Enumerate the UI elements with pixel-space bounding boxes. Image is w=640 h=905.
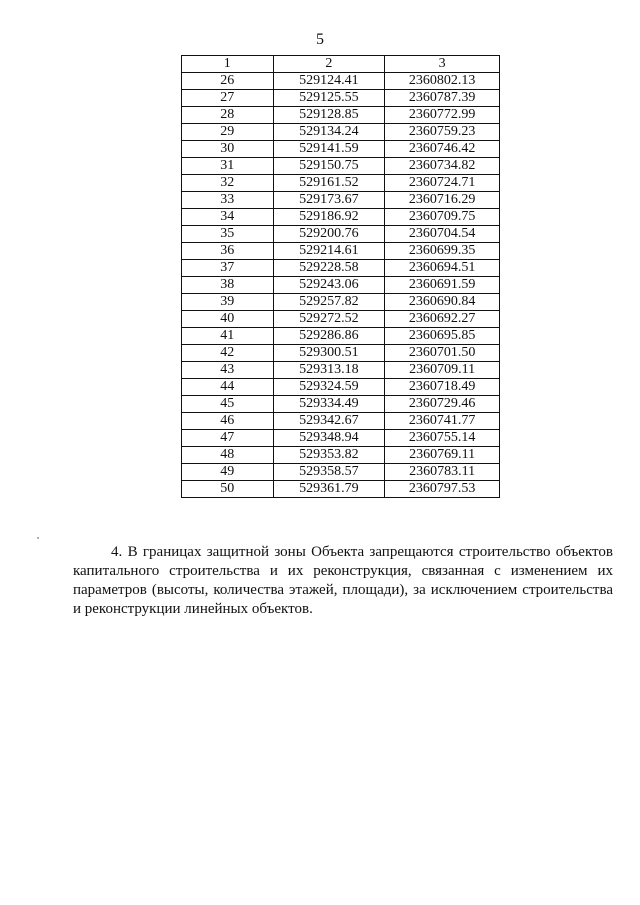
point-number-cell: 49 [182,464,274,481]
y-coordinate-cell: 2360692.27 [385,311,500,328]
x-coordinate-cell: 529361.79 [273,481,385,498]
x-coordinate-cell: 529348.94 [273,430,385,447]
y-coordinate-cell: 2360729.46 [385,396,500,413]
table-row [182,481,500,498]
table-row [182,243,500,260]
point-number-cell: 42 [182,345,274,362]
y-coordinate-cell: 2360741.77 [385,413,500,430]
scan-speck [37,537,39,539]
y-coordinate-cell: 2360704.54 [385,226,500,243]
table-header-row [182,56,500,73]
x-coordinate-cell: 529128.85 [273,107,385,124]
table-row [182,294,500,311]
x-coordinate-cell: 529186.92 [273,209,385,226]
x-coordinate-cell: 529214.61 [273,243,385,260]
x-coordinate-cell: 529300.51 [273,345,385,362]
point-number-cell: 34 [182,209,274,226]
table-row [182,158,500,175]
point-number-cell: 40 [182,311,274,328]
table-row [182,345,500,362]
point-number-cell: 33 [182,192,274,209]
table-row [182,260,500,277]
y-coordinate-cell: 2360759.23 [385,124,500,141]
table-row [182,107,500,124]
point-number-cell: 47 [182,430,274,447]
y-coordinate-cell: 2360691.59 [385,277,500,294]
column-header: 3 [385,56,500,73]
table-row [182,328,500,345]
table-row [182,311,500,328]
point-number-cell: 39 [182,294,274,311]
table-row [182,379,500,396]
x-coordinate-cell: 529200.76 [273,226,385,243]
point-number-cell: 31 [182,158,274,175]
point-number-cell: 30 [182,141,274,158]
point-number-cell: 36 [182,243,274,260]
x-coordinate-cell: 529173.67 [273,192,385,209]
point-number-cell: 45 [182,396,274,413]
table-row [182,413,500,430]
table-row [182,464,500,481]
y-coordinate-cell: 2360716.29 [385,192,500,209]
x-coordinate-cell: 529124.41 [273,73,385,90]
x-coordinate-cell: 529243.06 [273,277,385,294]
x-coordinate-cell: 529353.82 [273,447,385,464]
y-coordinate-cell: 2360772.99 [385,107,500,124]
table-body [182,73,500,498]
x-coordinate-cell: 529334.49 [273,396,385,413]
y-coordinate-cell: 2360701.50 [385,345,500,362]
x-coordinate-cell: 529272.52 [273,311,385,328]
x-coordinate-cell: 529125.55 [273,90,385,107]
table-row [182,175,500,192]
y-coordinate-cell: 2360797.53 [385,481,500,498]
point-number-cell: 32 [182,175,274,192]
column-header: 1 [182,56,274,73]
y-coordinate-cell: 2360718.49 [385,379,500,396]
table-row [182,90,500,107]
table-row [182,226,500,243]
point-number-cell: 27 [182,90,274,107]
column-header: 2 [273,56,385,73]
point-number-cell: 43 [182,362,274,379]
point-number-cell: 41 [182,328,274,345]
y-coordinate-cell: 2360734.82 [385,158,500,175]
y-coordinate-cell: 2360709.11 [385,362,500,379]
y-coordinate-cell: 2360802.13 [385,73,500,90]
y-coordinate-cell: 2360783.11 [385,464,500,481]
y-coordinate-cell: 2360746.42 [385,141,500,158]
y-coordinate-cell: 2360709.75 [385,209,500,226]
table-row [182,124,500,141]
y-coordinate-cell: 2360787.39 [385,90,500,107]
page-number: 5 [316,31,324,48]
point-number-cell: 29 [182,124,274,141]
point-number-cell: 48 [182,447,274,464]
coordinates-table [181,55,500,498]
point-number-cell: 38 [182,277,274,294]
table-row [182,192,500,209]
x-coordinate-cell: 529358.57 [273,464,385,481]
point-number-cell: 46 [182,413,274,430]
body-paragraph: 4. В границах защитной зоны Объекта запрещаются строительство объектов капитального строительства и их реконструкция, связанная с изменением их параметров (высоты, количества этажей, площади), за исключением строительства и реконструкции линейных объектов. [73,544,613,617]
y-coordinate-cell: 2360695.85 [385,328,500,345]
x-coordinate-cell: 529134.24 [273,124,385,141]
y-coordinate-cell: 2360724.71 [385,175,500,192]
y-coordinate-cell: 2360690.84 [385,294,500,311]
y-coordinate-cell: 2360694.51 [385,260,500,277]
table-row [182,447,500,464]
x-coordinate-cell: 529342.67 [273,413,385,430]
point-number-cell: 44 [182,379,274,396]
x-coordinate-cell: 529141.59 [273,141,385,158]
table-row [182,277,500,294]
x-coordinate-cell: 529161.52 [273,175,385,192]
table-row [182,141,500,158]
table-row [182,396,500,413]
y-coordinate-cell: 2360769.11 [385,447,500,464]
table-row [182,209,500,226]
y-coordinate-cell: 2360699.35 [385,243,500,260]
x-coordinate-cell: 529324.59 [273,379,385,396]
x-coordinate-cell: 529150.75 [273,158,385,175]
y-coordinate-cell: 2360755.14 [385,430,500,447]
x-coordinate-cell: 529286.86 [273,328,385,345]
table-row [182,73,500,90]
point-number-cell: 26 [182,73,274,90]
point-number-cell: 28 [182,107,274,124]
point-number-cell: 37 [182,260,274,277]
point-number-cell: 50 [182,481,274,498]
table-row [182,362,500,379]
point-number-cell: 35 [182,226,274,243]
x-coordinate-cell: 529257.82 [273,294,385,311]
table-row [182,430,500,447]
x-coordinate-cell: 529228.58 [273,260,385,277]
x-coordinate-cell: 529313.18 [273,362,385,379]
